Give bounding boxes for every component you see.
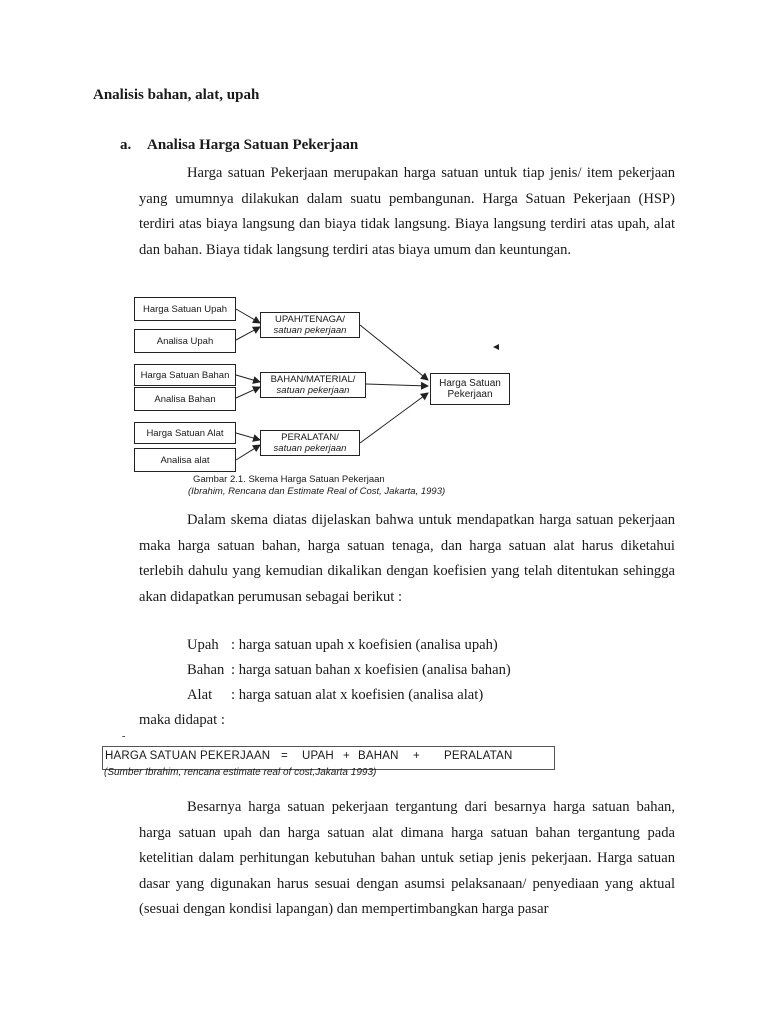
maka-didapat: maka didapat : xyxy=(139,712,225,728)
formula-text: : harga satuan bahan x koefisien (analisa bahan) xyxy=(231,662,511,678)
paragraph-intro-text: Harga satuan Pekerjaan merupakan harga satuan untuk tiap jenis/ item pekerjaan yang umumnya dilakukan dalam suatu pembangunan. Harga Satuan Pekerjaan (HSP) terdiri atas biaya langsung dan biaya tidak langsung. Biaya langsung terdiri atas upah, alat dan bahan. Biaya tidak langsung terdiri atas biaya umum dan keuntungan. xyxy=(139,165,675,258)
box-upah-tenaga-line1: UPAH/TENAGA/ xyxy=(274,314,346,325)
box-harga-satuan-upah: Harga Satuan Upah xyxy=(134,297,236,321)
equation-plus-1: + xyxy=(343,750,350,762)
stray-tick-mark: - xyxy=(122,731,126,742)
box-harga-satuan-pekerjaan xyxy=(430,373,510,405)
box-peralatan-line2: satuan pekerjaan xyxy=(273,443,347,454)
box-peralatan-line1: PERALATAN/ xyxy=(281,432,339,443)
box-analisa-upah: Analisa Upah xyxy=(134,329,236,353)
box-harga-satuan-alat: Harga Satuan Alat xyxy=(134,422,236,444)
paragraph-besarnya xyxy=(139,795,675,923)
arrow-to-output-3 xyxy=(360,393,428,443)
box-output-line1: Harga Satuan xyxy=(439,378,501,389)
equation-source: (Sumber Ibrahim, rencana estimate real of cost,Jakarta 1993) xyxy=(104,767,377,778)
box-analisa-alat: Analisa alat xyxy=(134,448,236,472)
box-bahan-material xyxy=(260,372,366,398)
formula-text: : harga satuan upah x koefisien (analisa upah) xyxy=(231,637,498,653)
box-output-line2: Pekerjaan xyxy=(447,389,493,400)
box-harga-satuan-bahan: Harga Satuan Bahan xyxy=(134,364,236,386)
formula-upah xyxy=(187,637,498,654)
paragraph-intro xyxy=(139,161,675,263)
schema-diagram xyxy=(122,285,527,505)
formula-text: : harga satuan alat x koefisien (analisa alat) xyxy=(231,687,484,703)
figure-caption: Gambar 2.1. Skema Harga Satuan Pekerjaan xyxy=(193,474,385,485)
stray-arrow-mark xyxy=(493,344,499,350)
arrow-bahan-2 xyxy=(236,387,260,398)
paragraph-explanation xyxy=(139,508,675,610)
box-upah-tenaga-line2: satuan pekerjaan xyxy=(273,325,347,336)
paragraph-besarnya-text: Besarnya harga satuan pekerjaan tergantung dari besarnya harga satuan bahan, harga satuan upah dan harga satuan alat dimana harga satuan bahan tergantung pada ketelitian dalam perhitungan kebutuhan bahan untuk setiap jenis pekerjaan. Harga satuan dasar yang digunakan harus sesuai dengan asumsi pelaksanaan/ penyediaan yang aktual (sesuai dengan kondisi lapangan) dan mempertimbangkan harga pasar xyxy=(139,799,675,917)
arrow-to-output-2 xyxy=(366,384,428,386)
formula-label: Upah xyxy=(187,637,219,653)
box-analisa-bahan: Analisa Bahan xyxy=(134,387,236,411)
equation-plus-2: + xyxy=(413,750,420,762)
formula-label: Bahan xyxy=(187,662,225,678)
paragraph-explanation-text: Dalam skema diatas dijelaskan bahwa untuk mendapatkan harga satuan pekerjaan maka harga satuan bahan, harga satuan tenaga, dan harga satuan alat harus diketahui terlebih dahulu yang kemudian dikalikan dengan koefisien yang telah ditentukan sehingga akan didapatkan perumusan sebagai berikut : xyxy=(139,512,675,605)
equation-term-upah: UPAH xyxy=(302,750,334,762)
section-letter: a. xyxy=(120,137,132,153)
equation-term-peralatan: PERALATAN xyxy=(444,750,513,762)
document-heading: Analisis bahan, alat, upah xyxy=(93,87,260,103)
equation-lhs: HARGA SATUAN PEKERJAAN xyxy=(105,750,271,762)
formula-alat xyxy=(187,687,483,704)
arrow-alat-1 xyxy=(236,433,260,440)
box-peralatan xyxy=(260,430,360,456)
equation-equals: = xyxy=(281,750,288,762)
equation-term-bahan: BAHAN xyxy=(358,750,399,762)
arrow-upah-2 xyxy=(236,327,260,340)
section-title: Analisa Harga Satuan Pekerjaan xyxy=(147,137,359,153)
arrow-upah-1 xyxy=(236,309,260,323)
figure-source: (Ibrahim, Rencana dan Estimate Real of Cost, Jakarta, 1993) xyxy=(188,486,446,497)
arrow-bahan-1 xyxy=(236,375,260,382)
formula-label: Alat xyxy=(187,687,213,703)
arrow-to-output-1 xyxy=(360,325,428,380)
box-bahan-material-line1: BAHAN/MATERIAL/ xyxy=(270,374,356,385)
formula-bahan xyxy=(187,662,511,679)
box-upah-tenaga xyxy=(260,312,360,338)
box-bahan-material-line2: satuan pekerjaan xyxy=(276,385,350,396)
arrow-alat-2 xyxy=(236,445,260,460)
